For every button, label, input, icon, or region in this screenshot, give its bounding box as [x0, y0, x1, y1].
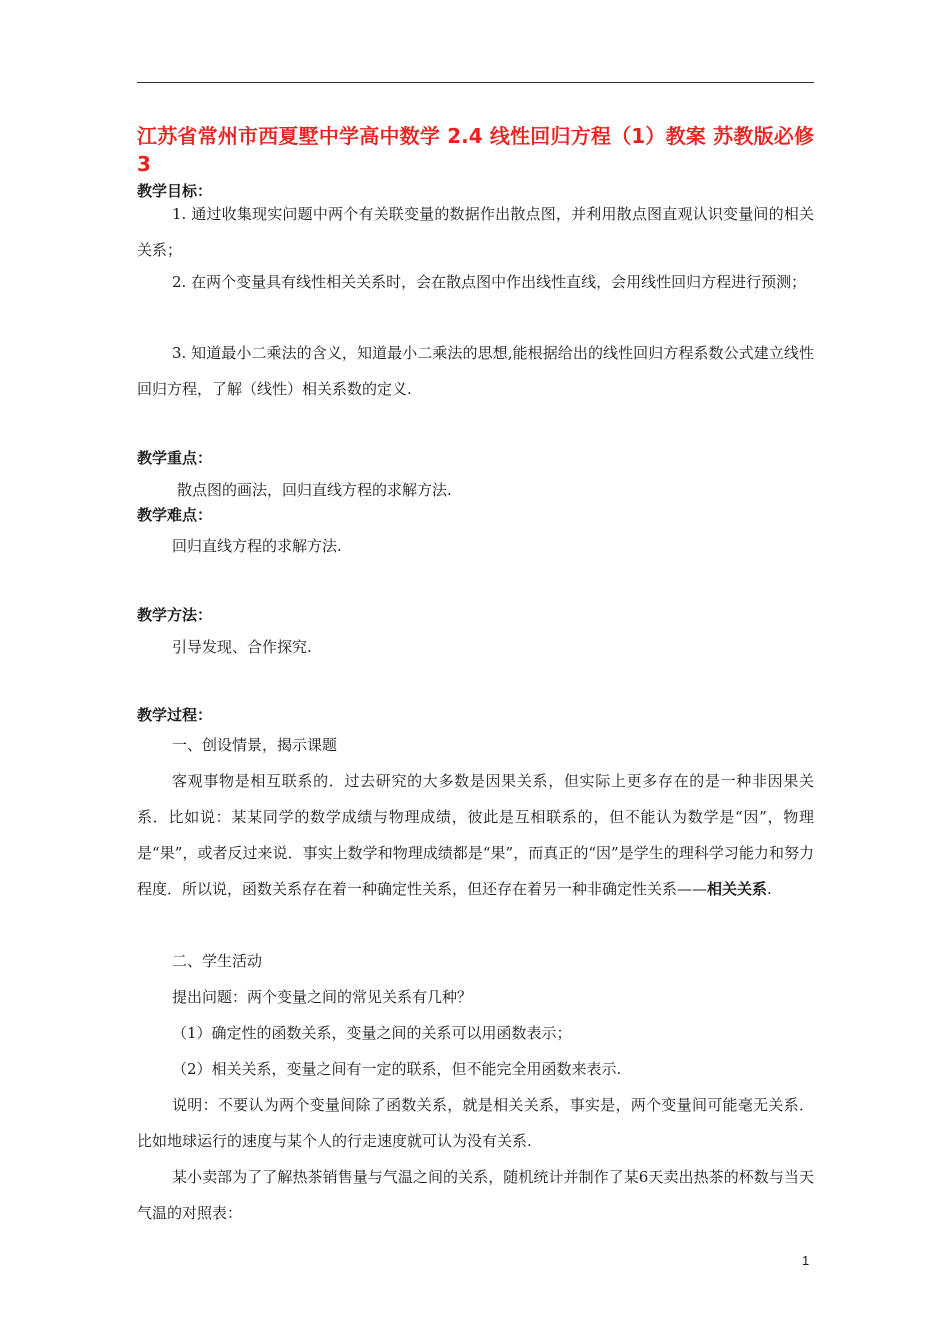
key-points-text: 散点图的画法，回归直线方程的求解方法.	[177, 481, 452, 499]
method-text: 引导发现、合作探究.	[172, 638, 312, 656]
difficulty-text: 回归直线方程的求解方法.	[172, 537, 342, 555]
relation-item-2: （2）相关关系，变量之间有一定的联系，但不能完全用函数来表示.	[172, 1060, 622, 1078]
key-points-heading: 教学重点：	[137, 449, 213, 467]
step1-paragraph	[137, 763, 814, 907]
step1-bold-term: 相关关系	[707, 880, 768, 898]
question-text: 提出问题：两个变量之间的常见关系有几种？	[172, 988, 473, 1006]
process-heading: 教学过程：	[137, 706, 213, 724]
goal-item-2: 2. 在两个变量具有线性相关关系时，会在散点图中作出线性直线，会用线性回归方程进行预测；	[172, 273, 807, 291]
document-title: 江苏省常州市西夏墅中学高中数学 2.4 线性回归方程（1）教案 苏教版必修3	[137, 124, 814, 176]
page-number: 1	[802, 1253, 810, 1268]
header-rule	[137, 82, 814, 83]
goal-item-3: 3. 知道最小二乘法的含义，知道最小二乘法的思想,能根据给出的线性回归方程系数公式建立线性回归方程，了解（线性）相关系数的定义.	[137, 344, 814, 398]
example-paragraph: 某小卖部为了了解热茶销售量与气温之间的关系，随机统计并制作了某6天卖出热茶的杯数与当天气温的对照表：	[137, 1168, 814, 1222]
note-paragraph: 说明：不要认为两个变量间除了函数关系，就是相关关系，事实是，两个变量间可能毫无关系．比如地球运行的速度与某个人的行走速度就可认为没有关系.	[137, 1096, 814, 1150]
step2-title: 二、学生活动	[172, 952, 263, 970]
method-heading: 教学方法：	[137, 606, 213, 624]
difficulty-heading: 教学难点：	[137, 506, 213, 524]
step1-text-after: .	[767, 880, 772, 898]
goals-heading: 教学目标：	[137, 182, 213, 200]
step1-text-before: 客观事物是相互联系的．过去研究的大多数是因果关系，但实际上更多存在的是一种非因果关系．比如说：某某同学的数学成绩与物理成绩，彼此是互相联系的，但不能认为数学是“因”，物理是“果”，或者反过来说．事实上数学和物理成绩都是“果”，而真正的“因”是学生的理科学习能力和努力程度．所以说，函数关系存在着一种确定性关系，但还存在着另一种非确定性关系——	[137, 772, 814, 898]
step1-title: 一、创设情景，揭示课题	[172, 736, 338, 754]
goal-item-1: 1. 通过收集现实问题中两个有关联变量的数据作出散点图，并利用散点图直观认识变量间的相关关系；	[137, 205, 814, 259]
relation-item-1: （1）确定性的函数关系，变量之间的关系可以用函数表示；	[172, 1024, 572, 1042]
